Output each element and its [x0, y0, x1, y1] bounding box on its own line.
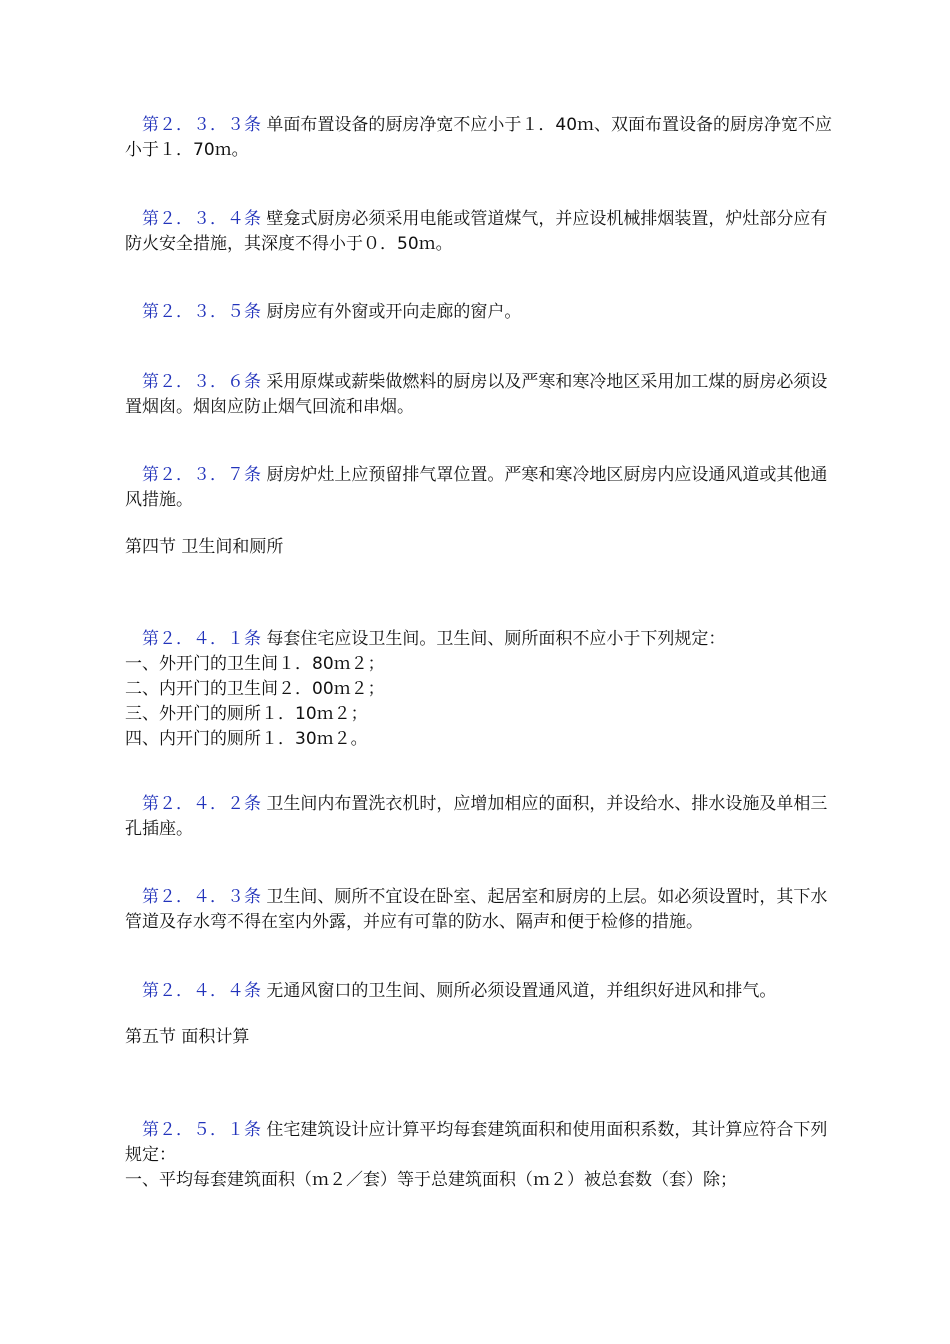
- clause-text: 住宅建筑设计应计算平均每套建筑面积和使用面积系数，其计算应符合下列规定：: [125, 1120, 828, 1165]
- list-item: 四、内开门的厕所１．30ｍ２。: [125, 729, 368, 749]
- paragraph: [125, 113, 835, 163]
- clause-number: 第２．３．７条: [142, 465, 261, 485]
- clause-number: 第２．４．１条: [142, 629, 261, 649]
- clause-text: 单面布置设备的厨房净宽不应小于１．40ｍ、双面布置设备的厨房净宽不应小于１．70ｍ。: [125, 115, 833, 160]
- clause-2-4-2: [125, 792, 835, 842]
- clause-2-3-5: [125, 300, 835, 325]
- clause-number: 第２．３．５条: [142, 302, 261, 322]
- paragraph: [125, 207, 835, 257]
- paragraph: [125, 885, 835, 935]
- section-heading: 第五节 面积计算: [125, 1027, 250, 1047]
- list-item: 一、平均每套建筑面积（ｍ２／套）等于总建筑面积（ｍ２）被总套数（套）除；: [125, 1170, 737, 1190]
- clause-number: 第２．３．４条: [142, 209, 261, 229]
- clause-2-4-3: [125, 885, 835, 935]
- clause-number: 第２．４．２条: [142, 794, 261, 814]
- list-item: 一、外开门的卫生间１．80ｍ２；: [125, 654, 385, 674]
- clause-2-3-4: [125, 207, 835, 257]
- clause-text: 卫生间内布置洗衣机时，应增加相应的面积，并设给水、排水设施及单相三孔插座。: [125, 794, 828, 839]
- clause-number: 第２．３．６条: [142, 372, 261, 392]
- list-item: 三、外开门的厕所１．10ｍ２；: [125, 704, 368, 724]
- clause-number: 第２．３．３条: [142, 115, 261, 135]
- clause-2-4-1: [125, 627, 835, 752]
- clause-2-4-4: [125, 979, 835, 1004]
- clause-2-3-3: [125, 113, 835, 163]
- paragraph: [125, 979, 835, 1004]
- clause-text: 卫生间、厕所不宜设在卧室、起居室和厨房的上层。如必须设置时，其下水管道及存水弯不得在室内外露，并应有可靠的防水、隔声和便于检修的措施。: [125, 887, 828, 932]
- clause-number: 第２．４．３条: [142, 887, 261, 907]
- clause-text: 采用原煤或薪柴做燃料的厨房以及严寒和寒冷地区采用加工煤的厨房必须设置烟囱。烟囱应防止烟气回流和串烟。: [125, 372, 828, 417]
- clause-text: 厨房应有外窗或开向走廊的窗户。: [261, 302, 522, 322]
- clause-2-5-1: [125, 1118, 835, 1193]
- paragraph: [125, 1118, 835, 1168]
- section-heading: 第四节 卫生间和厕所: [125, 537, 284, 557]
- clause-number: 第２．４．４条: [142, 981, 261, 1001]
- paragraph: [125, 463, 835, 513]
- clause-text: 无通风窗口的卫生间、厕所必须设置通风道，并组织好进风和排气。: [261, 981, 777, 1001]
- clause-text: 每套住宅应设卫生间。卫生间、厕所面积不应小于下列规定：: [261, 629, 726, 649]
- paragraph: [125, 627, 835, 652]
- clause-2-3-6: [125, 370, 835, 420]
- paragraph: [125, 792, 835, 842]
- paragraph: [125, 370, 835, 420]
- clause-2-3-7: [125, 463, 835, 513]
- clause-number: 第２．５．１条: [142, 1120, 261, 1140]
- list-item: 二、内开门的卫生间２．00ｍ２；: [125, 679, 385, 699]
- clause-text: 壁龛式厨房必须采用电能或管道煤气，并应设机械排烟装置，炉灶部分应有防火安全措施，其深度不得小于０．50ｍ。: [125, 209, 828, 254]
- clause-text: 厨房炉灶上应预留排气罩位置。严寒和寒冷地区厨房内应设通风道或其他通风措施。: [125, 465, 828, 510]
- paragraph: [125, 300, 835, 325]
